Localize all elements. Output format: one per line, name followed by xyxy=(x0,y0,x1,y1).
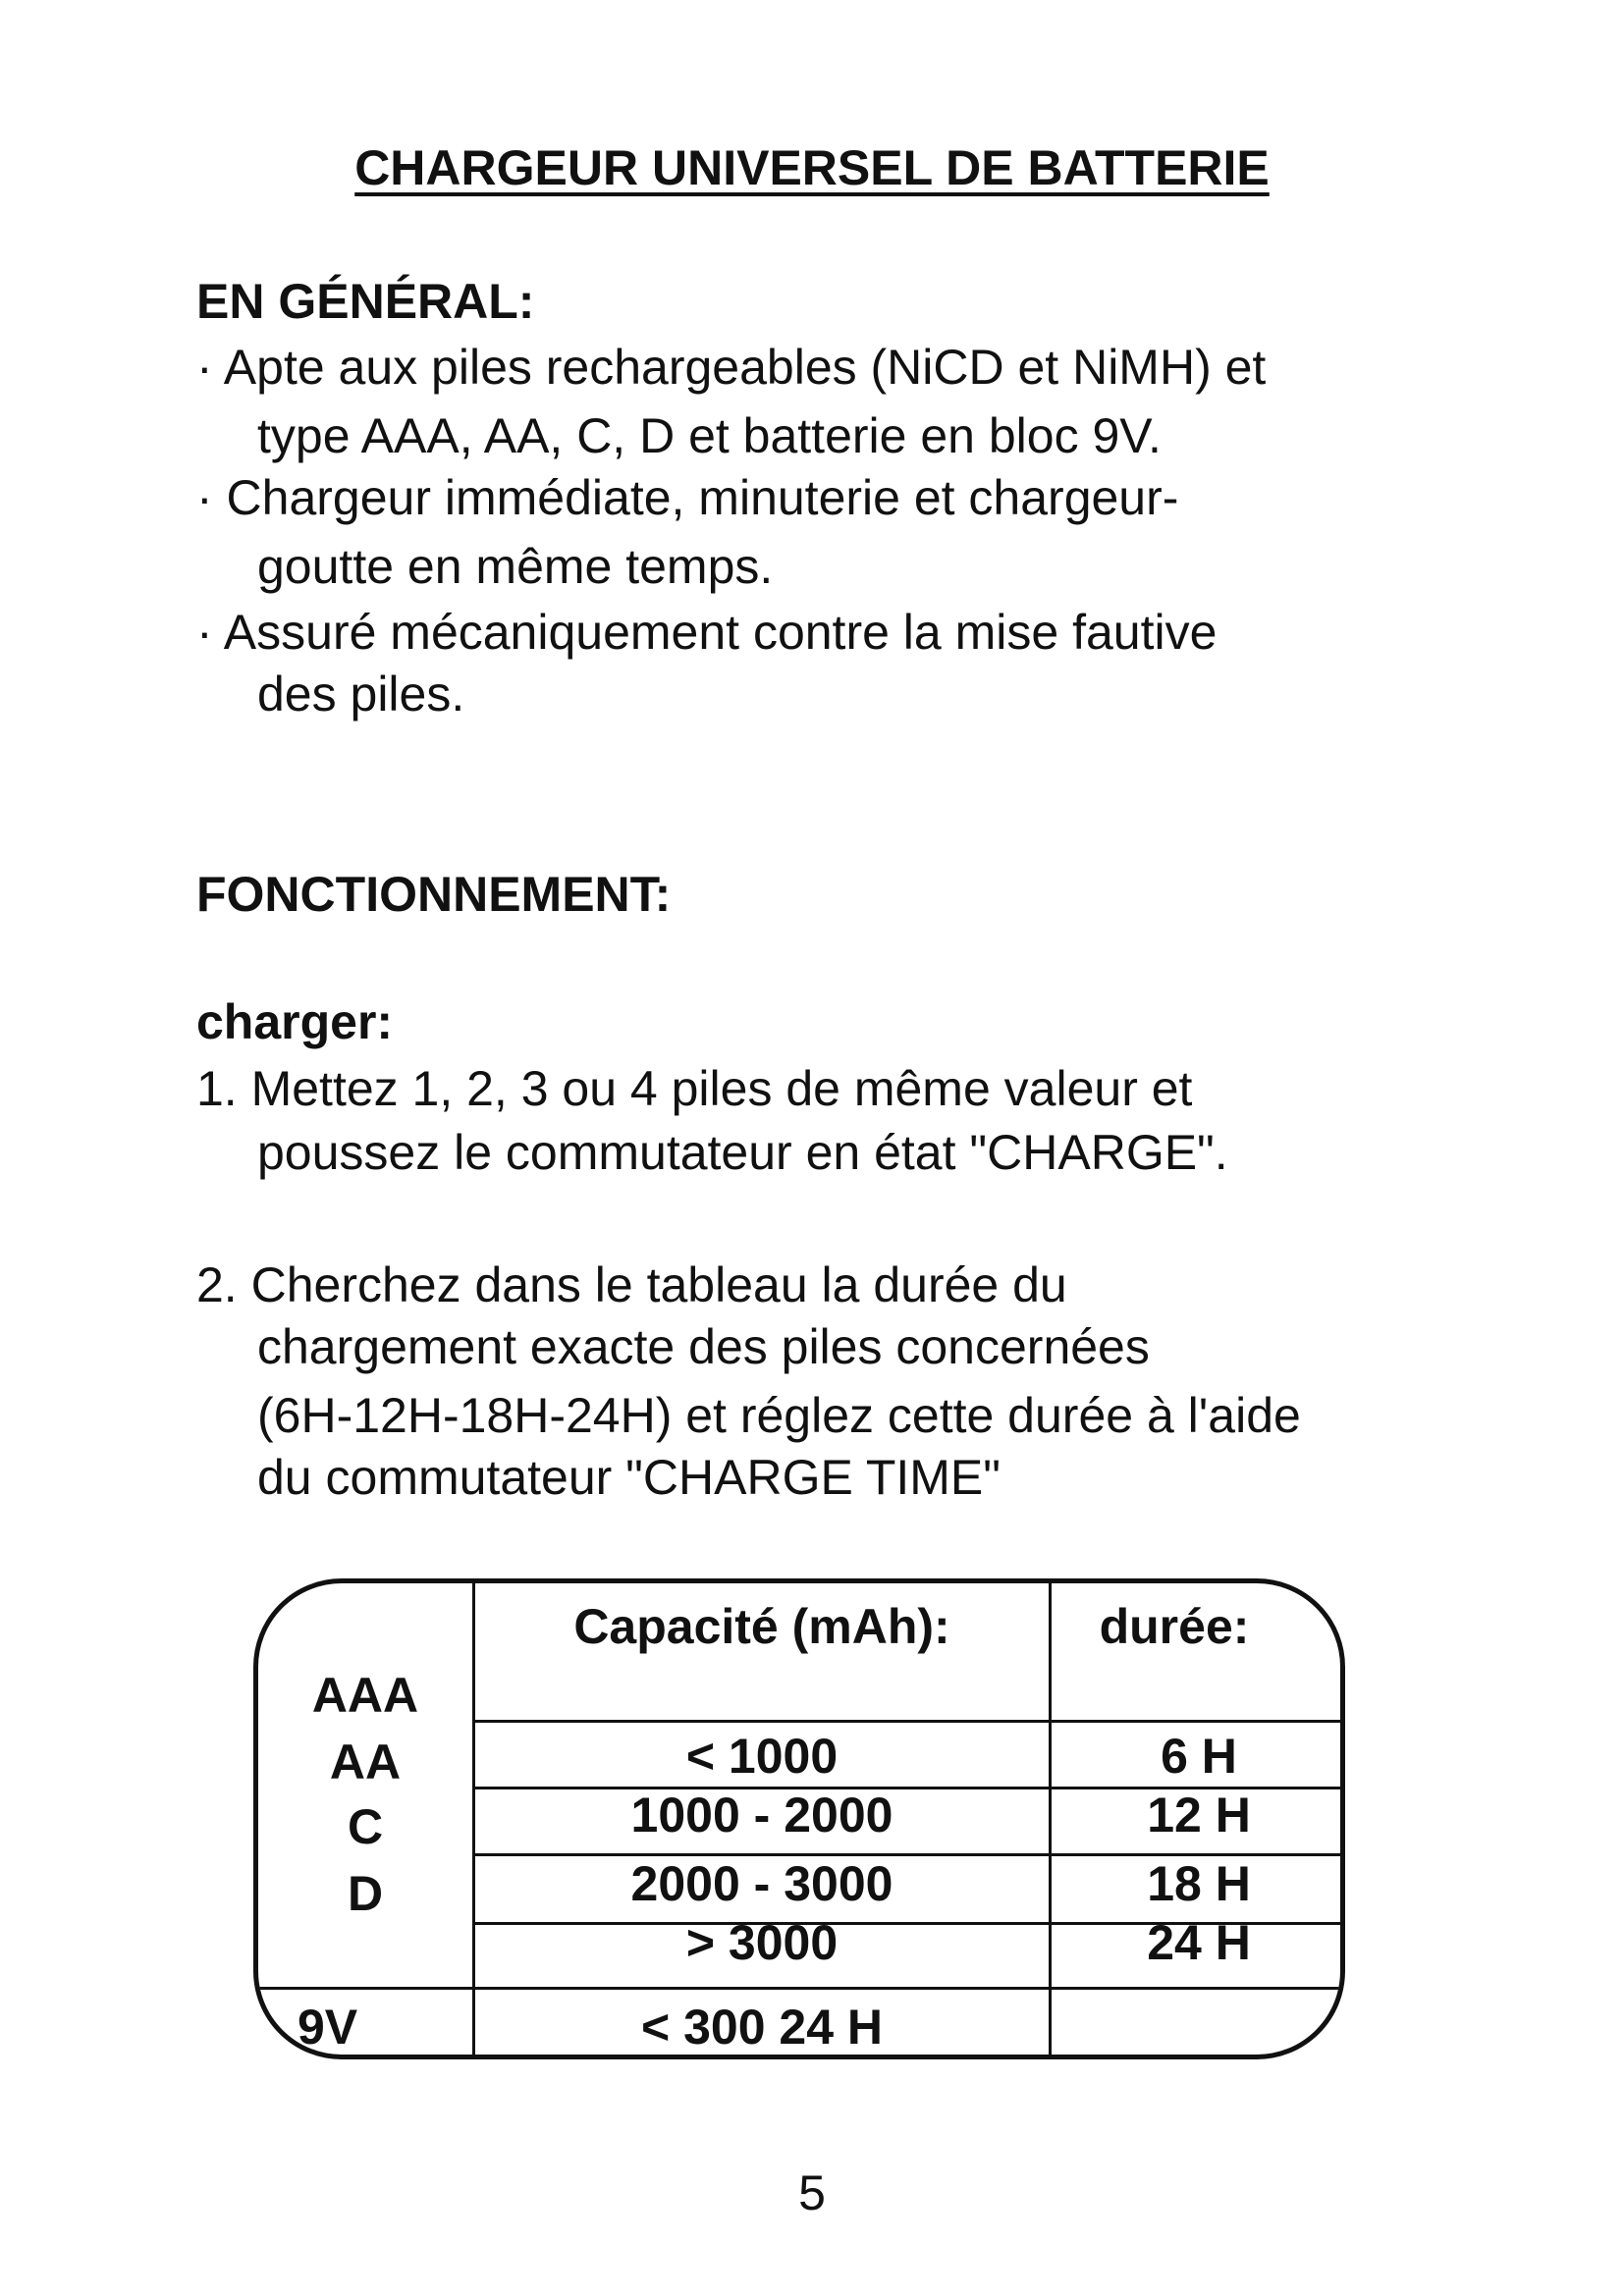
capacity-cell: > 3000 xyxy=(685,1915,839,1970)
operation-line: 2. Cherchez dans le tableau la durée du xyxy=(196,1257,1067,1312)
battery-type-9v: 9V xyxy=(298,2000,358,2055)
capacity-cell: 1000 - 2000 xyxy=(630,1788,893,1842)
general-line: · Chargeur immédiate, minuterie et chargeur- xyxy=(196,470,1179,525)
operation-line: 1. Mettez 1, 2, 3 ou 4 piles de même valeur et xyxy=(196,1061,1193,1116)
operation-line: du commutateur "CHARGE TIME" xyxy=(257,1450,1001,1505)
duration-cell: 24 H xyxy=(1147,1915,1251,1970)
battery-type: AAA xyxy=(311,1668,419,1723)
operation-subheading: charger: xyxy=(196,994,394,1049)
battery-type: C xyxy=(347,1799,384,1854)
capacity-cell: < 1000 xyxy=(685,1729,839,1784)
duration-cell: 18 H xyxy=(1147,1856,1251,1911)
table-divider xyxy=(258,1987,1340,1990)
battery-type: AA xyxy=(329,1735,402,1789)
operation-heading: FONCTIONNEMENT: xyxy=(196,867,672,922)
charge-time-table xyxy=(253,1578,1345,2059)
general-line: · Assuré mécaniquement contre la mise fautive xyxy=(196,605,1218,660)
general-line: goutte en même temps. xyxy=(257,539,774,594)
general-line: · Apte aux piles rechargeables (NiCD et NiMH) et xyxy=(196,340,1267,395)
battery-type: D xyxy=(347,1866,384,1921)
duration-cell: 12 H xyxy=(1147,1788,1251,1842)
table-divider xyxy=(472,1720,1340,1723)
capacity-cell-9v: < 300 24 H xyxy=(640,2000,884,2055)
operation-line: poussez le commutateur en état "CHARGE". xyxy=(257,1125,1228,1180)
capacity-cell: 2000 - 3000 xyxy=(630,1856,893,1911)
header-capacity: Capacité (mAh): xyxy=(573,1599,950,1654)
general-heading: EN GÉNÉRAL: xyxy=(196,274,535,329)
page-title: CHARGEUR UNIVERSEL DE BATTERIE xyxy=(354,140,1270,195)
page-number: 5 xyxy=(798,2165,826,2220)
header-duration: durée: xyxy=(1099,1599,1250,1654)
general-line: des piles. xyxy=(257,667,465,721)
operation-line: chargement exacte des piles concernées xyxy=(257,1319,1150,1374)
operation-line: (6H-12H-18H-24H) et réglez cette durée à l'aide xyxy=(257,1388,1301,1443)
duration-cell: 6 H xyxy=(1161,1729,1237,1784)
general-line: type AAA, AA, C, D et batterie en bloc 9V. xyxy=(257,408,1162,463)
